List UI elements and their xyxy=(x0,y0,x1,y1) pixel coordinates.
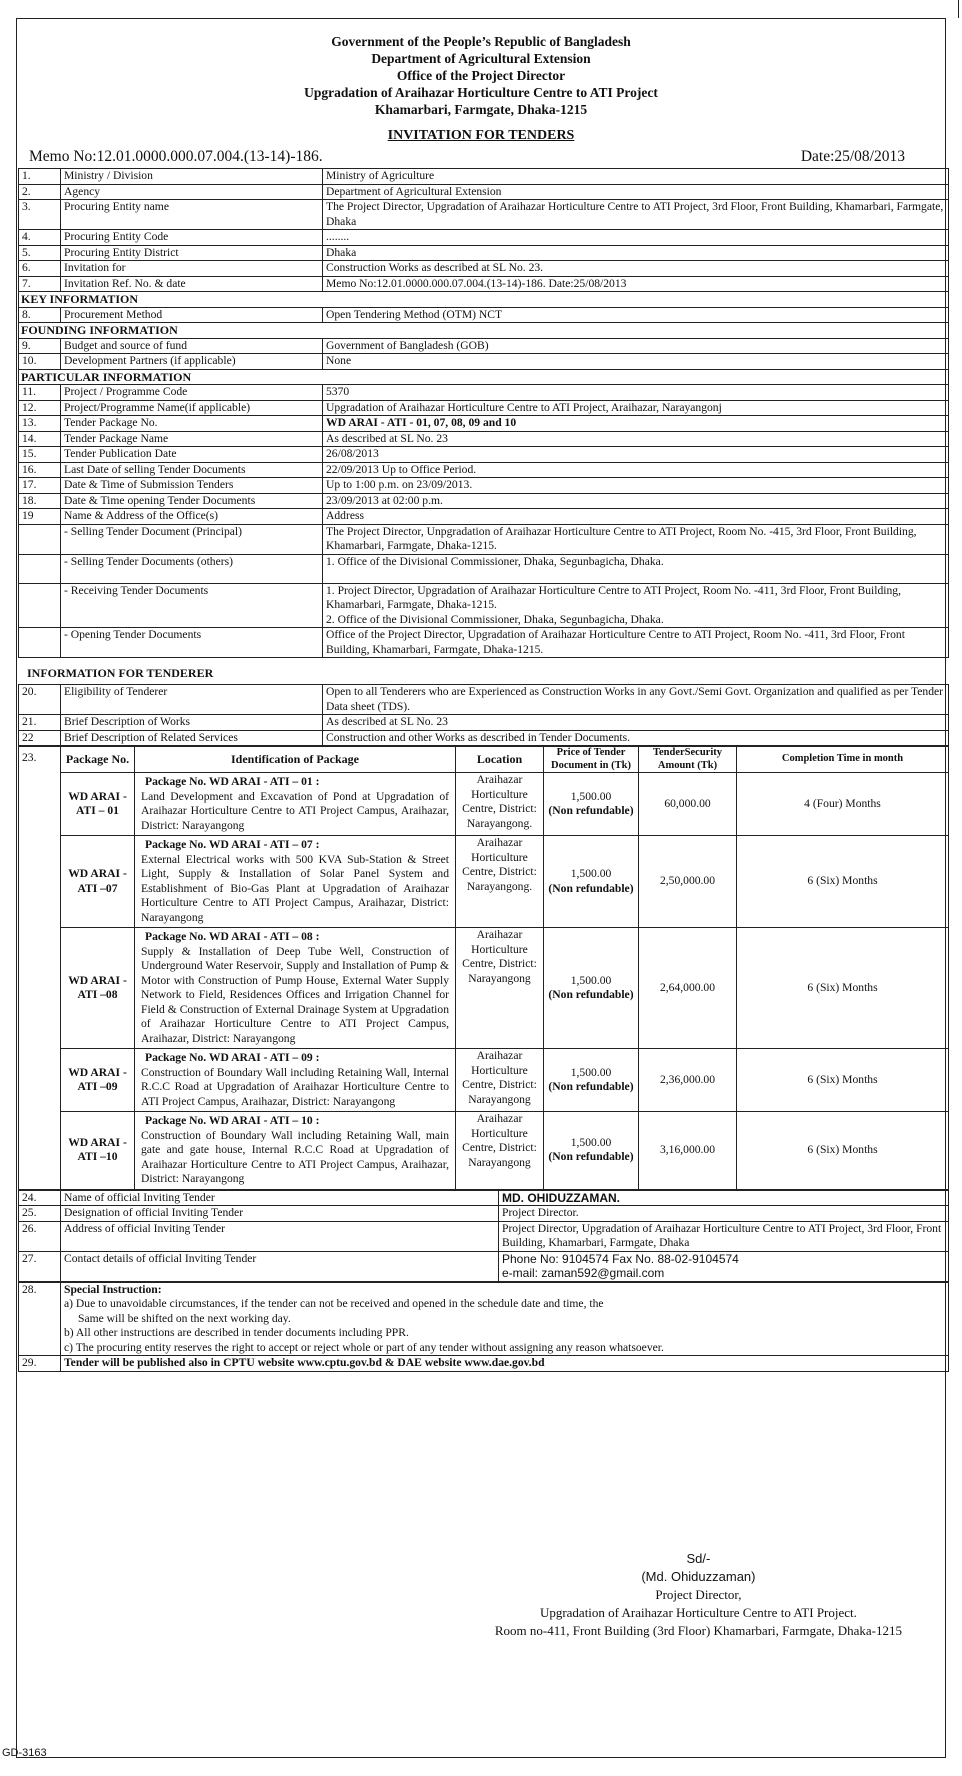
info-row-value: Address xyxy=(323,509,949,525)
price-note: (Non refundable) xyxy=(548,988,634,1001)
info-row xyxy=(19,400,949,416)
official-table xyxy=(18,1190,949,1282)
price-note: (Non refundable) xyxy=(548,804,634,817)
info-row xyxy=(19,307,949,323)
sig-designation: Project Director, xyxy=(655,1587,742,1602)
package-completion: 6 (Six) Months xyxy=(737,928,949,1049)
letterhead xyxy=(17,33,945,118)
package-title: Package No. WD ARAI - ATI – 07 : xyxy=(145,838,320,851)
tenderer-row xyxy=(19,685,949,715)
header-line-1: Government of the People’s Republic of Bangladesh xyxy=(331,34,631,49)
package-header: TenderSecurity Amount (Tk) xyxy=(639,747,737,773)
info-row xyxy=(19,338,949,354)
official-row xyxy=(19,1190,949,1206)
info-row-no: 10. xyxy=(19,354,61,370)
package-identification xyxy=(135,928,456,1049)
package-header: Package No. xyxy=(61,747,135,773)
official-value xyxy=(499,1221,949,1251)
package-security: 2,50,000.00 xyxy=(639,836,737,928)
office-row xyxy=(19,524,949,554)
office-label: - Opening Tender Documents xyxy=(61,628,323,658)
publish-no: 29. xyxy=(19,1356,61,1372)
office-value: Office of the Project Director, Upgradation of Araihazar Horticulture Centre to ATI Project, Room No. -411, 3rd Floor, Front Building, Khamarbari, Farmgate, Dhaka-1215. xyxy=(323,628,949,658)
tender-notice xyxy=(16,18,946,1758)
info-row-label: Budget and source of fund xyxy=(61,338,323,354)
package-identification xyxy=(135,773,456,836)
info-row xyxy=(19,245,949,261)
package-code: WD ARAI - ATI –09 xyxy=(61,1049,135,1112)
package-row xyxy=(19,773,949,836)
package-location: Araihazar Horticulture Centre, District: Narayangong xyxy=(456,1112,544,1190)
price-note: (Non refundable) xyxy=(548,881,634,895)
info-row xyxy=(19,230,949,246)
info-row-value: Construction Works as described at SL No. 23. xyxy=(323,261,949,277)
office-value-2: 2. Office of the Divisional Commissioner, Dhaka, Segunbagicha, Dhaka. xyxy=(326,612,664,626)
info-row-label: Date & Time opening Tender Documents xyxy=(61,493,323,509)
office-row xyxy=(19,628,949,658)
info-row-label: Invitation for xyxy=(61,261,323,277)
package-title: Package No. WD ARAI - ATI – 08 : xyxy=(145,930,320,943)
package-row xyxy=(19,928,949,1049)
tenderer-row-value: Open to all Tenderers who are Experienced as Construction Works in any Govt./Semi Govt. Organization and qualified as per Tender Data sheet (TDS). xyxy=(323,685,949,715)
info-row-value: Open Tendering Method (OTM) NCT xyxy=(323,307,949,323)
info-row-value: 23/09/2013 at 02:00 p.m. xyxy=(323,493,949,509)
sig-project: Upgradation of Araihazar Horticulture Centre to ATI Project. xyxy=(539,1605,857,1620)
info-row-value: ........ xyxy=(323,230,949,246)
package-description: Supply & Installation of Deep Tube Well, Construction of Underground Water Reservoir, Supply and Installation of Pump & Motor with Construction of Pump House, External Water Supply Network to Field, Residences Offices and Irrigation Channel for Field & Construction of External Drainage System at Upgradation of Araihazar Horticulture Centre to ATI Project Campus, Araihazar, District: Narayangong xyxy=(141,944,449,1045)
info-row-value: Dhaka xyxy=(323,245,949,261)
office-label: - Receiving Tender Documents xyxy=(61,583,323,628)
special-c: c) The procuring entity reserves the right to accept or reject whole or part of any tender without assigning any reason whatsoever. xyxy=(64,1340,664,1354)
official-value-text: Phone No: 9104574 Fax No. 88-02-9104574 xyxy=(502,1251,739,1266)
package-code: WD ARAI - ATI –08 xyxy=(61,928,135,1049)
info-row-value: Department of Agricultural Extension xyxy=(323,184,949,200)
info-row-value: Ministry of Agriculture xyxy=(323,169,949,185)
info-row-no: 18. xyxy=(19,493,61,509)
package-completion: 6 (Six) Months xyxy=(737,1112,949,1190)
package-price xyxy=(544,928,639,1049)
info-row-label: Procurement Method xyxy=(61,307,323,323)
info-row xyxy=(19,354,949,370)
info-row-no: 3. xyxy=(19,200,61,230)
info-row-no: 14. xyxy=(19,431,61,447)
header-line-4: Upgradation of Araihazar Horticulture Centre to ATI Project xyxy=(304,85,658,100)
office-blank xyxy=(19,628,61,658)
package-code: WD ARAI - ATI –07 xyxy=(61,836,135,928)
info-row-no: 5. xyxy=(19,245,61,261)
official-value xyxy=(499,1251,949,1281)
package-identification xyxy=(135,1049,456,1112)
sig-address: Room no-411, Front Building (3rd Floor) Khamarbari, Farmgate, Dhaka-1215 xyxy=(494,1623,902,1638)
section-key xyxy=(19,292,949,308)
info-row-value: Upgradation of Araihazar Horticulture Centre to ATI Project, Araihazar, Narayangonj xyxy=(323,400,949,416)
package-location: Araihazar Horticulture Centre, District: Narayangong xyxy=(456,928,544,1049)
special-no: 28. xyxy=(19,1282,61,1356)
info-row-label: Project/Programme Name(if applicable) xyxy=(61,400,323,416)
info-row-no: 4. xyxy=(19,230,61,246)
official-email: e-mail: zaman592@gmail.com xyxy=(502,1266,665,1280)
section-founding xyxy=(19,323,949,339)
info-row xyxy=(19,184,949,200)
package-row xyxy=(19,1049,949,1112)
info-row xyxy=(19,431,949,447)
info-row-value: As described at SL No. 23 xyxy=(323,431,949,447)
info-row xyxy=(19,478,949,494)
official-value xyxy=(499,1190,949,1206)
office-blank xyxy=(19,554,61,583)
package-header: Location xyxy=(456,747,544,773)
page-edge xyxy=(958,0,960,18)
office-label: - Selling Tender Document (Principal) xyxy=(61,524,323,554)
info-row-value: 5370 xyxy=(323,385,949,401)
package-title: Package No. WD ARAI - ATI – 09 : xyxy=(145,1051,320,1064)
office-blank xyxy=(19,583,61,628)
office-label: - Selling Tender Documents (others) xyxy=(61,554,323,583)
section-particular xyxy=(19,369,949,385)
package-price xyxy=(544,1112,639,1190)
price-note: (Non refundable) xyxy=(548,1080,634,1093)
package-security: 60,000.00 xyxy=(639,773,737,836)
official-row xyxy=(19,1221,949,1251)
info-row-label: Invitation Ref. No. & date xyxy=(61,276,323,292)
official-no: 24. xyxy=(19,1190,61,1206)
package-description: Construction of Boundary Wall including Retaining Wall, main gate and gate house, Internal R.C.C Road at Upgradation of Araihazar Horticulture Centre to ATI Project Campus, Araihazar, District: Narayangong xyxy=(141,1128,449,1185)
info-row-label: Name & Address of the Office(s) xyxy=(61,509,323,525)
header-line-3: Office of the Project Director xyxy=(396,68,566,83)
info-row-label: Procuring Entity Code xyxy=(61,230,323,246)
info-row-value: None xyxy=(323,354,949,370)
package-table xyxy=(18,746,949,1190)
info-row xyxy=(19,447,949,463)
info-row-no: 12. xyxy=(19,400,61,416)
info-row-value: Memo No:12.01.0000.000.07.004.(13-14)-186. Date:25/08/2013 xyxy=(323,276,949,292)
info-row-label: Tender Publication Date xyxy=(61,447,323,463)
official-value xyxy=(499,1206,949,1222)
section-key-title: KEY INFORMATION xyxy=(19,292,949,308)
package-row xyxy=(19,836,949,928)
tenderer-row-no: 20. xyxy=(19,685,61,715)
package-security: 2,64,000.00 xyxy=(639,928,737,1049)
info-row-value: Up to 1:00 p.m. on 23/09/2013. xyxy=(323,478,949,494)
package-title: Package No. WD ARAI - ATI – 01 : xyxy=(145,775,320,788)
info-row-label: Tender Package No. xyxy=(61,416,323,432)
info-table xyxy=(18,168,949,658)
price-value: 1,500.00 xyxy=(570,1135,612,1149)
info-row-label: Agency xyxy=(61,184,323,200)
package-header-row xyxy=(19,747,949,773)
package-title: Package No. WD ARAI - ATI – 10 : xyxy=(145,1114,320,1127)
office-value-1: 1. Project Director, Upgradation of Araihazar Horticulture Centre to ATI Project, Room No. -411, 3rd Floor, Front Building, Khamarbari, Farmgate, Dhaka-1215. xyxy=(326,583,901,611)
package-completion: 6 (Six) Months xyxy=(737,1049,949,1112)
memo-line xyxy=(17,146,945,168)
info-row-label: Development Partners (if applicable) xyxy=(61,354,323,370)
info-row-label: Ministry / Division xyxy=(61,169,323,185)
sig-name: (Md. Ohiduzzaman) xyxy=(641,1569,756,1584)
memo-number: Memo No:12.01.0000.000.07.004.(13-14)-186. xyxy=(29,148,323,165)
special-row xyxy=(19,1282,949,1356)
info-row xyxy=(19,385,949,401)
info-row xyxy=(19,462,949,478)
info-row-no: 9. xyxy=(19,338,61,354)
info-row xyxy=(19,509,949,525)
publish-row xyxy=(19,1356,949,1372)
info-row xyxy=(19,200,949,230)
info-row-label: Date & Time of Submission Tenders xyxy=(61,478,323,494)
package-no: 23. xyxy=(19,747,61,1190)
official-row xyxy=(19,1206,949,1222)
info-row xyxy=(19,169,949,185)
info-row xyxy=(19,261,949,277)
info-row-no: 19 xyxy=(19,509,61,525)
tenderer-row-value: As described at SL No. 23 xyxy=(323,715,949,731)
info-row xyxy=(19,493,949,509)
tenderer-table xyxy=(18,684,949,746)
publication-code: GD-3163 xyxy=(2,1747,47,1759)
official-label: Designation of official Inviting Tender xyxy=(61,1206,499,1222)
package-security: 3,16,000.00 xyxy=(639,1112,737,1190)
tenderer-row-no: 21. xyxy=(19,715,61,731)
info-row-label: Procuring Entity name xyxy=(61,200,323,230)
section-particular-title: PARTICULAR INFORMATION xyxy=(19,369,949,385)
tenderer-row-label: Eligibility of Tenderer xyxy=(61,685,323,715)
official-label: Contact details of official Inviting Tender xyxy=(61,1251,499,1281)
tenderer-row-label: Brief Description of Works xyxy=(61,715,323,731)
info-row-label: Tender Package Name xyxy=(61,431,323,447)
package-location: Araihazar Horticulture Centre, District: Narayangong. xyxy=(456,773,544,836)
info-row-no: 13. xyxy=(19,416,61,432)
publish-text: Tender will be published also in CPTU website www.cptu.gov.bd & DAE website www.dae.gov.bd xyxy=(61,1356,949,1372)
info-row xyxy=(19,276,949,292)
special-instructions xyxy=(61,1282,949,1356)
package-description: Land Development and Excavation of Pond at Upgradation of Araihazar Horticulture Centre to ATI Project Campus, Araihazar, District: Narayangong xyxy=(141,789,449,832)
official-no: 25. xyxy=(19,1206,61,1222)
official-value-text: Project Director, Upgradation of Araihazar Horticulture Centre to ATI Project, 3rd Floor, Front Building, Khamarbari, Farmgate, Dhaka xyxy=(502,1221,942,1249)
info-row-value: The Project Director, Upgradation of Araihazar Horticulture Centre to ATI Project, 3rd Floor, Front Building, Khamarbari, Farmgate, Dhaka xyxy=(323,200,949,230)
price-value: 1,500.00 xyxy=(570,973,612,987)
package-identification xyxy=(135,1112,456,1190)
page-title: INVITATION FOR TENDERS xyxy=(387,128,575,143)
package-identification xyxy=(135,836,456,928)
special-title: Special Instruction: xyxy=(64,1282,162,1296)
header-line-5: Khamarbari, Farmgate, Dhaka-1215 xyxy=(374,102,588,117)
package-description: External Electrical works with 500 KVA Sub-Station & Street Light, Supply & Installation of Solar Panel System and Establishment of Bio-Gas Plant at Upgradation of Araihazar Horticulture Centre to ATI Project Campus, Araihazar, District: Narayangong xyxy=(141,852,449,924)
package-price xyxy=(544,1049,639,1112)
info-row-value: 26/08/2013 xyxy=(323,447,949,463)
official-value-text: MD. OHIDUZZAMAN. xyxy=(502,1190,620,1205)
package-code: WD ARAI - ATI – 01 xyxy=(61,773,135,836)
info-row-value: Government of Bangladesh (GOB) xyxy=(323,338,949,354)
office-value: The Project Director, Unpgradation of Araihazar Horticulture Centre to ATI Project, Room No. -415, 3rd Floor, Front Building, Khamarbari, Farmgate, Dhaka-1215. xyxy=(323,524,949,554)
tenderer-row xyxy=(19,715,949,731)
package-description: Construction of Boundary Wall including Retaining Wall, Internal R.C.C Road at Upgradation of Araihazar Horticulture Centre to ATI Project Campus, Araihazar, District: Narayangong xyxy=(141,1065,449,1108)
info-row-no: 17. xyxy=(19,478,61,494)
package-header: Identification of Package xyxy=(135,747,456,773)
info-row-no: 11. xyxy=(19,385,61,401)
package-code: WD ARAI - ATI –10 xyxy=(61,1112,135,1190)
special-a1: a) Due to unavoidable circumstances, if the tender can not be received and opened in the schedule date and time, the xyxy=(64,1297,604,1310)
info-row-label: Procuring Entity District xyxy=(61,245,323,261)
price-value: 1,500.00 xyxy=(570,789,612,803)
info-row-no: 6. xyxy=(19,261,61,277)
official-label: Name of official Inviting Tender xyxy=(61,1190,499,1206)
package-completion: 4 (Four) Months xyxy=(737,773,949,836)
tenderer-row xyxy=(19,730,949,746)
package-header: Completion Time in month xyxy=(737,747,949,773)
tenderer-row-no: 22 xyxy=(19,730,61,746)
package-row xyxy=(19,1112,949,1190)
info-row-no: 2. xyxy=(19,184,61,200)
tenderer-row-label: Brief Description of Related Services xyxy=(61,730,323,746)
info-row-value: WD ARAI - ATI - 01, 07, 08, 09 and 10 xyxy=(323,416,949,432)
info-row-label: Last Date of selling Tender Documents xyxy=(61,462,323,478)
office-row xyxy=(19,554,949,583)
info-row xyxy=(19,416,949,432)
package-completion: 6 (Six) Months xyxy=(737,836,949,928)
package-header: Price of Tender Document in (Tk) xyxy=(544,747,639,773)
tenderer-row-value: Construction and other Works as described in Tender Documents. xyxy=(323,730,949,746)
official-no: 27. xyxy=(19,1251,61,1281)
signature-block xyxy=(495,1550,902,1640)
memo-date: Date:25/08/2013 xyxy=(800,148,905,165)
info-row-label: Project / Programme Code xyxy=(61,385,323,401)
office-value xyxy=(323,583,949,628)
price-value: 1,500.00 xyxy=(570,1065,612,1079)
office-row xyxy=(19,583,949,628)
official-label: Address of official Inviting Tender xyxy=(61,1221,499,1251)
special-a2: Same will be shifted on the next working day. xyxy=(78,1311,291,1325)
price-value: 1,500.00 xyxy=(570,867,612,880)
official-value-text: Project Director. xyxy=(502,1206,579,1219)
office-blank xyxy=(19,524,61,554)
package-price xyxy=(544,773,639,836)
header-line-2: Department of Agricultural Extension xyxy=(371,51,591,66)
official-no: 26. xyxy=(19,1221,61,1251)
info-row-no: 7. xyxy=(19,276,61,292)
official-row xyxy=(19,1251,949,1281)
package-location: Araihazar Horticulture Centre, District: Narayangong xyxy=(456,1049,544,1112)
office-value: 1. Office of the Divisional Commissioner, Dhaka, Segunbagicha, Dhaka. xyxy=(323,554,949,583)
info-row-no: 16. xyxy=(19,462,61,478)
package-security: 2,36,000.00 xyxy=(639,1049,737,1112)
special-table xyxy=(18,1282,949,1372)
price-note: (Non refundable) xyxy=(548,1150,634,1164)
sig-sd: Sd/- xyxy=(686,1551,711,1566)
section-founding-title: FOUNDING INFORMATION xyxy=(19,323,949,339)
info-row-no: 15. xyxy=(19,447,61,463)
info-row-no: 1. xyxy=(19,169,61,185)
section-tenderer: INFORMATION FOR TENDERER xyxy=(27,666,214,680)
package-location: Araihazar Horticulture Centre, District: Narayangong. xyxy=(456,836,544,928)
package-price xyxy=(544,836,639,928)
info-row-value: 22/09/2013 Up to Office Period. xyxy=(323,462,949,478)
special-b: b) All other instructions are described in tender documents including PPR. xyxy=(64,1326,409,1339)
info-row-no: 8. xyxy=(19,307,61,323)
